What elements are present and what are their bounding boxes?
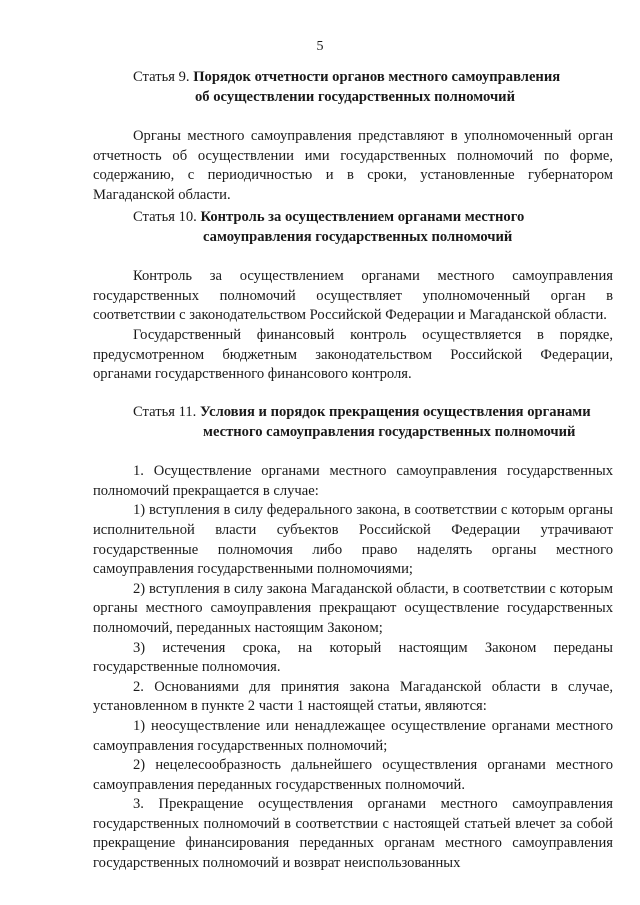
list-item: 2) вступления в силу закона Магаданской области, в соответствии с которым органы местного самоуправления прекращают осуществление государственных полномочий, переданных настоящим Законом; — [93, 580, 613, 636]
article-title-cont: самоуправления государственных полномочий — [203, 228, 513, 245]
article-label: Статья 10. — [133, 209, 197, 225]
paragraph: 2. Основаниями для принятия закона Магаданской области в случае, установленном в пункте 2 части 1 настоящей статьи, являются: — [93, 678, 613, 715]
article-9 — [93, 68, 613, 206]
paragraph: Государственный финансовый контроль осуществляется в порядке, предусмотренном бюджетным законодательством Российской Федерации, органами государственного финансового контроля. — [93, 326, 613, 383]
article-10 — [93, 208, 613, 385]
article-11 — [93, 403, 613, 874]
article-heading — [93, 68, 613, 107]
list-item: 2) нецелесообразность дальнейшего осуществления органами местного самоуправления переданных государственных полномочий. — [93, 757, 613, 793]
article-label: Статья 9. — [133, 69, 190, 85]
list-item: 1) вступления в силу федерального закона, в соответствии с которым органы исполнительной власти субъектов Российской Федерации утрачивают государственные полномочия либо право наделять органы местного самоуправления государственными полномочиями; — [93, 502, 613, 578]
article-title: Контроль за осуществлением органами местного — [200, 209, 525, 225]
paragraph: 1. Осуществление органами местного самоуправления государственных полномочий прекращается в случае: — [93, 463, 613, 499]
page-number: 5 — [316, 39, 324, 54]
article-title: Условия и порядок прекращения осуществления органами — [199, 404, 591, 420]
list-item: 1) неосуществление или ненадлежащее осуществление органами местного самоуправления государственных полномочий; — [93, 717, 613, 754]
article-title-cont: местного самоуправления государственных полномочий — [203, 423, 576, 440]
article-heading — [93, 403, 613, 442]
article-title: Порядок отчетности органов местного самоуправления — [193, 69, 561, 85]
paragraph: 3. Прекращение осуществления органами местного самоуправления государственных полномочий в соответствии с настоящей статьей влечет за собой прекращение финансирования переданных органам местного самоуправления государственных полномочий и возврат неиспользованных — [93, 796, 613, 872]
article-title-cont: об осуществлении государственных полномочий — [195, 88, 515, 105]
paragraph: Органы местного самоуправления представляют в уполномоченный орган отчетность об осуществлении ими государственных полномочий по форме, содержанию, с периодичностью и в сроки, установленные губернатором Магаданской области. — [93, 128, 613, 203]
list-item: 3) истечения срока, на который настоящим Законом переданы государственные полномочия. — [93, 639, 613, 676]
article-heading — [93, 208, 613, 247]
article-label: Статья 11. — [133, 404, 197, 420]
paragraph: Контроль за осуществлением органами местного самоуправления государственных полномочий осуществляет уполномоченный орган в соответствии с законодательством Российской Федерации и Магаданской области. — [93, 268, 613, 324]
